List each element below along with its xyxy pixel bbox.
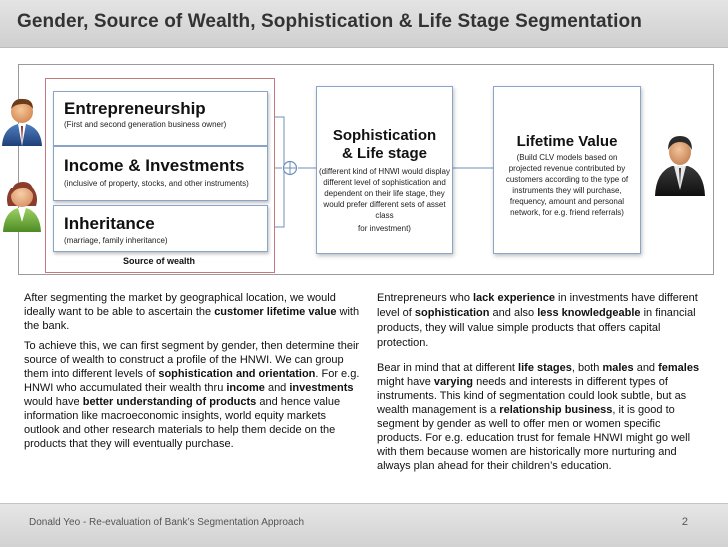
sophistication-title-line1: Sophistication xyxy=(332,127,437,144)
sophistication-desc-line: (different kind of HNWI would display xyxy=(318,167,451,176)
slide-footer xyxy=(0,503,728,547)
wealth-box-title: Inheritance xyxy=(64,214,155,233)
emphasis-text: less knowledgeable xyxy=(537,307,641,319)
sophistication-title-line2: & Life stage xyxy=(341,145,428,162)
emphasis-text: females xyxy=(658,362,700,374)
lifetime-value-desc-line: network, for e.g. friend referrals) xyxy=(510,208,624,217)
lifetime-value-desc-line: projected revenue contributed by xyxy=(508,164,626,173)
emphasis-text: better understanding of products xyxy=(82,396,257,408)
wealth-box-subtitle: (marriage, family inheritance) xyxy=(64,236,168,245)
emphasis-text: relationship business xyxy=(499,404,613,416)
wealth-box-subtitle: (inclusive of property, stocks, and other instruments) xyxy=(64,179,249,188)
page-number: 2 xyxy=(681,516,688,528)
body-right-paragraph: Bear in mind that at different life stages, both males and females might have varying needs and interests in different types of instruments. This kind of segmentation could look subtle, but as wealth management is a relationship business, it is good to segment by gender as well to offer men or women specific products. For e.g. education trust for female HNWI might go well with them because women are historically more nurturing and always plan ahead for their children’s education. xyxy=(377,362,700,472)
emphasis-text: sophistication xyxy=(414,307,490,319)
sophistication-desc-line: would prefer different sets of asset class xyxy=(323,200,446,220)
slide-title: Gender, Source of Wealth, Sophistication & Life Stage Segmentation xyxy=(17,11,642,32)
sophistication-desc-line: different level of sophistication and xyxy=(323,178,446,187)
lifetime-value-desc-line: instruments they will purchase, xyxy=(512,186,622,195)
lifetime-value-desc-line: (Build CLV models based on xyxy=(516,153,618,162)
emphasis-text: varying xyxy=(433,376,474,388)
wealth-box-title: Entrepreneurship xyxy=(64,99,206,118)
body-right-paragraph: Entrepreneurs who lack experience in investments have different level of sophistication and also less knowledgeable in financial products, they will value simple products that offers capital protection. xyxy=(377,292,698,349)
body-left-paragraph: To achieve this, we can first segment by gender, then determine their source of wealth to construct a profile of the HNWI. We can group them into different levels of sophistication and orientation. For e.g. HNWI who accumulated their wealth thru income and investments would have better understanding of products and hence value information like macroeconomic insights, world equity markets outlook and other research materials to help them decide on the products that they will eventually purchase. xyxy=(24,340,360,450)
lifetime-value-desc-line: customers according to the type of xyxy=(505,175,629,184)
emphasis-text: customer lifetime value xyxy=(214,306,337,318)
emphasis-text: sophistication and orientation xyxy=(158,368,316,380)
wealth-box-title: Income & Investments xyxy=(64,156,245,175)
sophistication-desc-line: dependent on their life stage, they xyxy=(324,189,445,198)
body-right-column xyxy=(377,291,705,479)
emphasis-text: life stages xyxy=(518,362,572,374)
emphasis-text: investments xyxy=(289,382,354,394)
emphasis-text: males xyxy=(602,362,634,374)
body-left-column xyxy=(24,291,360,457)
lifetime-value-title: Lifetime Value xyxy=(516,133,618,150)
body-left-paragraph: After segmenting the market by geographical location, we would ideally want to be able to ascertain the customer lifetime value with the bank. xyxy=(24,292,360,332)
lifetime-value-desc-line: frequency, amount and personal xyxy=(509,197,625,206)
emphasis-text: lack experience xyxy=(473,292,555,304)
source-of-wealth-caption: Source of wealth xyxy=(122,256,195,266)
emphasis-text: income xyxy=(226,382,265,394)
sophistication-desc-line: for investment) xyxy=(358,224,411,233)
footer-author: Donald Yeo - Re-evaluation of Bank’s Segmentation Approach xyxy=(29,517,305,528)
wealth-box-subtitle: (First and second generation business owner) xyxy=(64,120,227,129)
